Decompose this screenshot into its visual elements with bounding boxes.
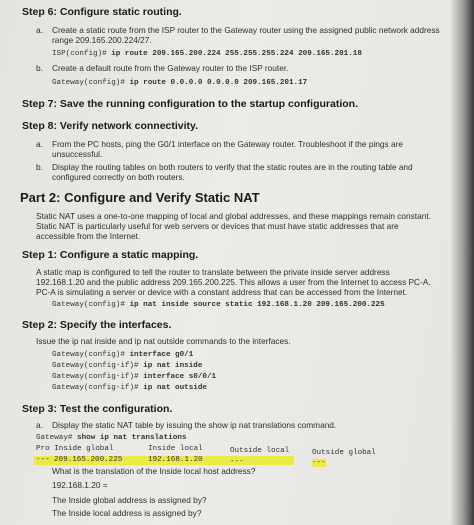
step8-a-text-1: From the PC hosts, ping the G0/1 interface on the Gateway router. Troubleshoot if the pings are — [52, 139, 403, 149]
cli-command: ip nat inside source static 192.168.1.20 209.165.200.225 — [129, 301, 385, 309]
p2-step2-heading: Step 2: Specify the interfaces. — [22, 319, 172, 331]
p2-step2-command-1 — [52, 351, 193, 359]
cli-command: show ip nat translations — [77, 434, 187, 442]
cli-command: interface g0/1 — [129, 351, 194, 359]
step6-b-text: Create a default route from the Gateway router to the ISP router. — [52, 63, 289, 73]
p2-step1-heading: Step 1: Configure a static mapping. — [22, 249, 199, 261]
nat-col-outside-local: Outside local — [230, 447, 290, 455]
p2-step2-command-3 — [52, 373, 216, 381]
p2-step1-text-2: 192.168.1.20 and the public address 209.165.200.225. This allows a user from the Internet to access PC-A. — [36, 277, 431, 287]
step8-b-text-2: configured correctly on both routers. — [52, 172, 185, 182]
step6-heading: Step 6: Configure static routing. — [22, 6, 182, 18]
answer-1: 192.168.1.20 = — [52, 480, 108, 490]
p2-step3-a-text: Display the static NAT table by issuing the show ip nat translations command. — [52, 420, 337, 430]
cli-command: interface s0/0/1 — [143, 373, 217, 381]
cli-prompt: Gateway(config-if)# — [52, 384, 139, 392]
p2-step2-intro: Issue the ip nat inside and ip nat outside commands to the interfaces. — [36, 336, 291, 346]
cli-prompt: Gateway(config-if)# — [52, 362, 139, 370]
cli-command: ip nat inside — [143, 362, 203, 370]
step8-b-text-1: Display the routing tables on both routers to verify that the static routes are in the routing table and — [52, 162, 413, 172]
part2-heading: Part 2: Configure and Verify Static NAT — [20, 190, 260, 205]
step6-b-marker: b. — [36, 63, 43, 73]
step8-a-marker: a. — [36, 139, 43, 149]
nat-col-inside-local: Inside local — [148, 445, 203, 453]
cli-prompt: Gateway(config-if)# — [52, 373, 139, 381]
nat-col-outside-global: Outside global — [312, 449, 376, 457]
step8-b-marker: b. — [36, 162, 43, 172]
part2-intro-3: accessible from the Internet. — [36, 231, 141, 241]
question-3: The Inside local address is assigned by? — [52, 508, 202, 518]
page-shadow-edge — [450, 0, 474, 525]
step8-heading: Step 8: Verify network connectivity. — [22, 120, 199, 132]
step6-a-command — [52, 50, 362, 58]
step8-a-text-2: unsuccessful. — [52, 149, 103, 159]
nat-row-outside-global: --- — [312, 459, 326, 467]
cli-command: ip nat outside — [143, 384, 207, 392]
p2-step1-text-3: PC-A is simulating a server or device with a constant address that can be accessed from the Internet. — [36, 287, 408, 297]
step6-a-text-2: range 209.165.200.224/27. — [52, 35, 152, 45]
p2-step2-command-2 — [52, 362, 202, 370]
step6-a-text-1: Create a static route from the ISP router to the Gateway router using the assigned public network address — [52, 25, 440, 35]
cli-prompt: Gateway# — [36, 434, 73, 442]
part2-intro-1: Static NAT uses a one-to-one mapping of local and global addresses, and these mappings remain constant. — [36, 211, 431, 221]
p2-step3-heading: Step 3: Test the configuration. — [22, 403, 173, 415]
nat-row-pro: --- — [36, 456, 50, 464]
question-1: What is the translation of the Inside local host address? — [52, 466, 256, 476]
cli-prompt: Gateway(config)# — [52, 79, 125, 87]
nat-row-inside-global: 209.165.200.225 — [54, 456, 123, 464]
nat-col-pro-inside-global: Pro Inside global — [36, 445, 114, 453]
cli-command: ip route 209.165.200.224 255.255.255.224 209.165.201.18 — [111, 50, 362, 58]
p2-step3-a-marker: a. — [36, 420, 43, 430]
cli-prompt: Gateway(config)# — [52, 351, 125, 359]
nat-row-outside-local: --- — [230, 458, 244, 466]
question-2: The Inside global address is assigned by? — [52, 495, 207, 505]
p2-step1-command — [52, 301, 385, 309]
step6-b-command — [52, 79, 307, 87]
p2-step2-command-4 — [52, 384, 207, 392]
step7-heading: Step 7: Save the running configuration to the startup configuration. — [22, 98, 359, 110]
nat-row-inside-local: 192.168.1.20 — [148, 456, 203, 464]
step6-a-marker: a. — [36, 25, 43, 35]
cli-prompt: ISP(config)# — [52, 50, 107, 58]
cli-command: ip route 0.0.0.0 0.0.0.0 209.165.201.17 — [129, 79, 308, 87]
part2-intro-2: Static NAT is particularly useful for web servers or devices that must have static addresses that are — [36, 221, 399, 231]
p2-step1-text-1: A static map is configured to tell the router to translate between the private inside server address — [36, 267, 390, 277]
p2-step3-command — [36, 434, 186, 442]
cli-prompt: Gateway(config)# — [52, 301, 125, 309]
